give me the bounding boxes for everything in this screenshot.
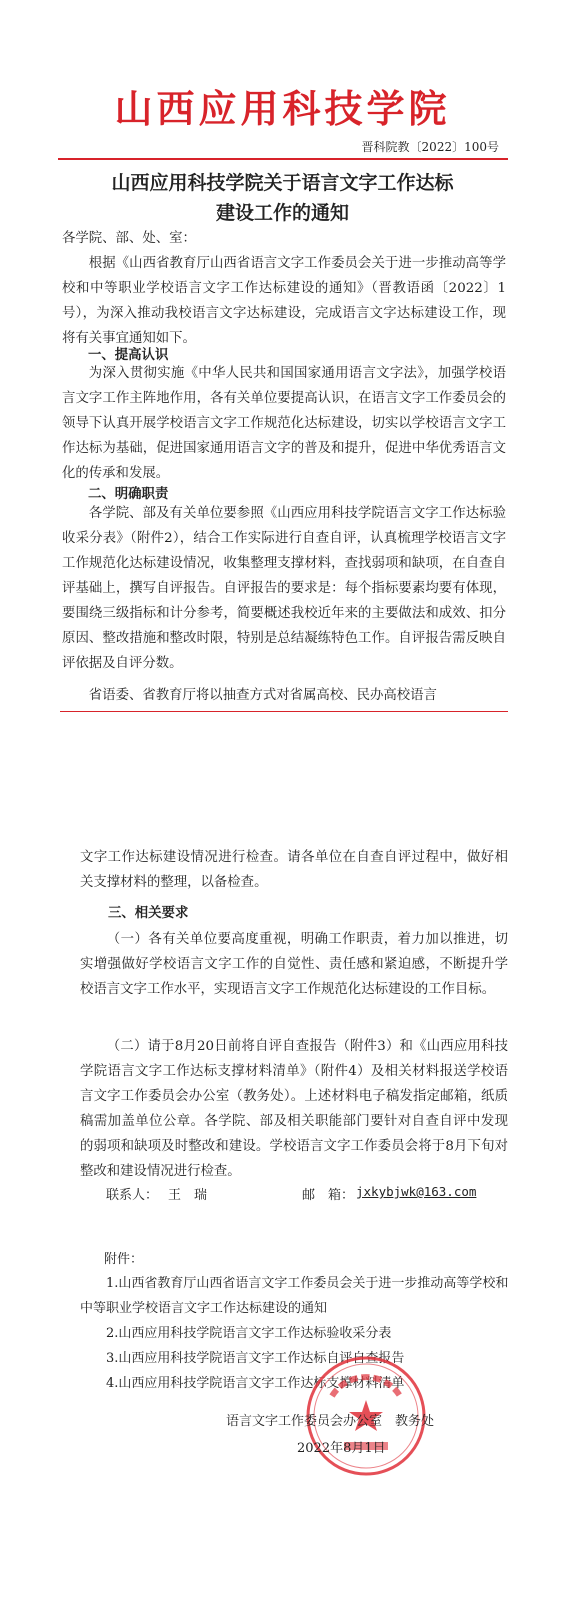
issue-date: 2022年8月1日: [297, 1441, 386, 1456]
section2-body-continued: 省语委、省教育厅将以抽查方式对省属高校、民办高校语言: [88, 688, 437, 703]
section1-heading: 一、提高认识: [88, 347, 169, 363]
document-number: 晋科院教〔2022〕100号: [361, 140, 499, 154]
attachment-item: 2.山西应用科技学院语言文字工作达标验收采分表: [106, 1326, 392, 1341]
attachments-list: [80, 1271, 512, 1396]
intro-paragraph: 根据《山西省教育厅山西省语言文字工作委员会关于进一步推动高等学校和中等职业学校语言文字工作达标建设的通知》（晋教语函〔2022〕1号），为深入推动我校语言文字达标建设，完成语言文字达标建设工作，现将有关事宜通知如下。: [62, 256, 506, 346]
contact-email[interactable]: jxkybjwk@163.com: [356, 1184, 477, 1199]
attachments-label: 附件：: [104, 1252, 144, 1267]
attachment-item: 4.山西应用科技学院语言文字工作达标支撑材料清单: [106, 1376, 405, 1391]
contact-person-name: 王 瑞: [168, 1188, 208, 1203]
section2-heading: 二、明确职责: [88, 486, 169, 502]
salutation: 各学院、部、处、室：: [62, 231, 196, 246]
section2-body-continued-page2: 文字工作达标建设情况进行检查。请各单位在自查自评过程中，做好相关支撑材料的整理，以备检查。: [80, 850, 508, 890]
header-red-rule: [58, 158, 508, 160]
document-title-line1: 山西应用科技学院关于语言文字工作达标: [111, 172, 454, 194]
requirement-item-1: （一）各有关单位要高度重视，明确工作职责，着力加以推进，切实增强做好学校语言文字工作的自觉性、责任感和紧迫感，不断提升学校语言文字工作水平，实现语言文字工作规范化达标建设的工作目标。: [80, 932, 508, 997]
contact-email-label: 邮 箱：: [302, 1188, 355, 1203]
attachment-item: 1.山西省教育厅山西省语言文字工作委员会关于进一步推动高等学校和中等职业学校语言文字工作达标建设的通知: [80, 1276, 509, 1316]
attachment-item: 3.山西应用科技学院语言文字工作达标自评自查报告: [106, 1351, 405, 1366]
issuer-signature: 语言文字工作委员会办公室 教务处: [226, 1414, 435, 1429]
section2-body: 各学院、部及有关单位要参照《山西应用科技学院语言文字工作达标验收采分表》（附件2），结合工作实际进行自查自评，认真梳理学校语言文字工作规范化达标建设情况，收集整理支撑材料，查找弱项和缺项，在自查自评基础上，撰写自评报告。自评报告的要求是：每个指标要素均要有体现，要围绕三级指标和计分参考，简要概述我校近年来的主要做法和成效、扣分原因、整改措施和整改时限，特别是总结凝练特色工作。自评报告需反映自评依据及自评分数。: [62, 506, 506, 671]
requirement-item-2: （二）请于8月20日前将自评自查报告（附件3）和《山西应用科技学院语言文字工作达标支撑材料清单》（附件4）及相关材料报送学校语言文字工作委员会办公室（教务处）。上述材料电子稿发指定邮箱，纸质稿需加盖单位公章。各学院、部及相关职能部门要针对自查自评中发现的弱项和缺项及时整改和建设。学校语言文字工作委员会将于8月下旬对整改和建设情况进行检查。: [80, 1039, 508, 1179]
section3-heading: 三、相关要求: [108, 905, 189, 921]
contact-person-label: 联系人：: [106, 1188, 159, 1203]
page-break-rule: [60, 711, 508, 712]
document-title-line2: 建设工作的通知: [215, 202, 349, 224]
institution-masthead: 山西应用科技学院: [114, 86, 451, 131]
section1-body: 为深入贯彻实施《中华人民共和国国家通用语言文字法》，加强学校语言文字工作主阵地作用，各有关单位要提高认识，在语言文字工作委员会的领导下认真开展学校语言文字工作规范化达标建设，切实以学校语言文字工作达标为基础，促进国家通用语言文字的普及和提升，促进中华优秀语言文化的传承和发展。: [62, 366, 506, 481]
